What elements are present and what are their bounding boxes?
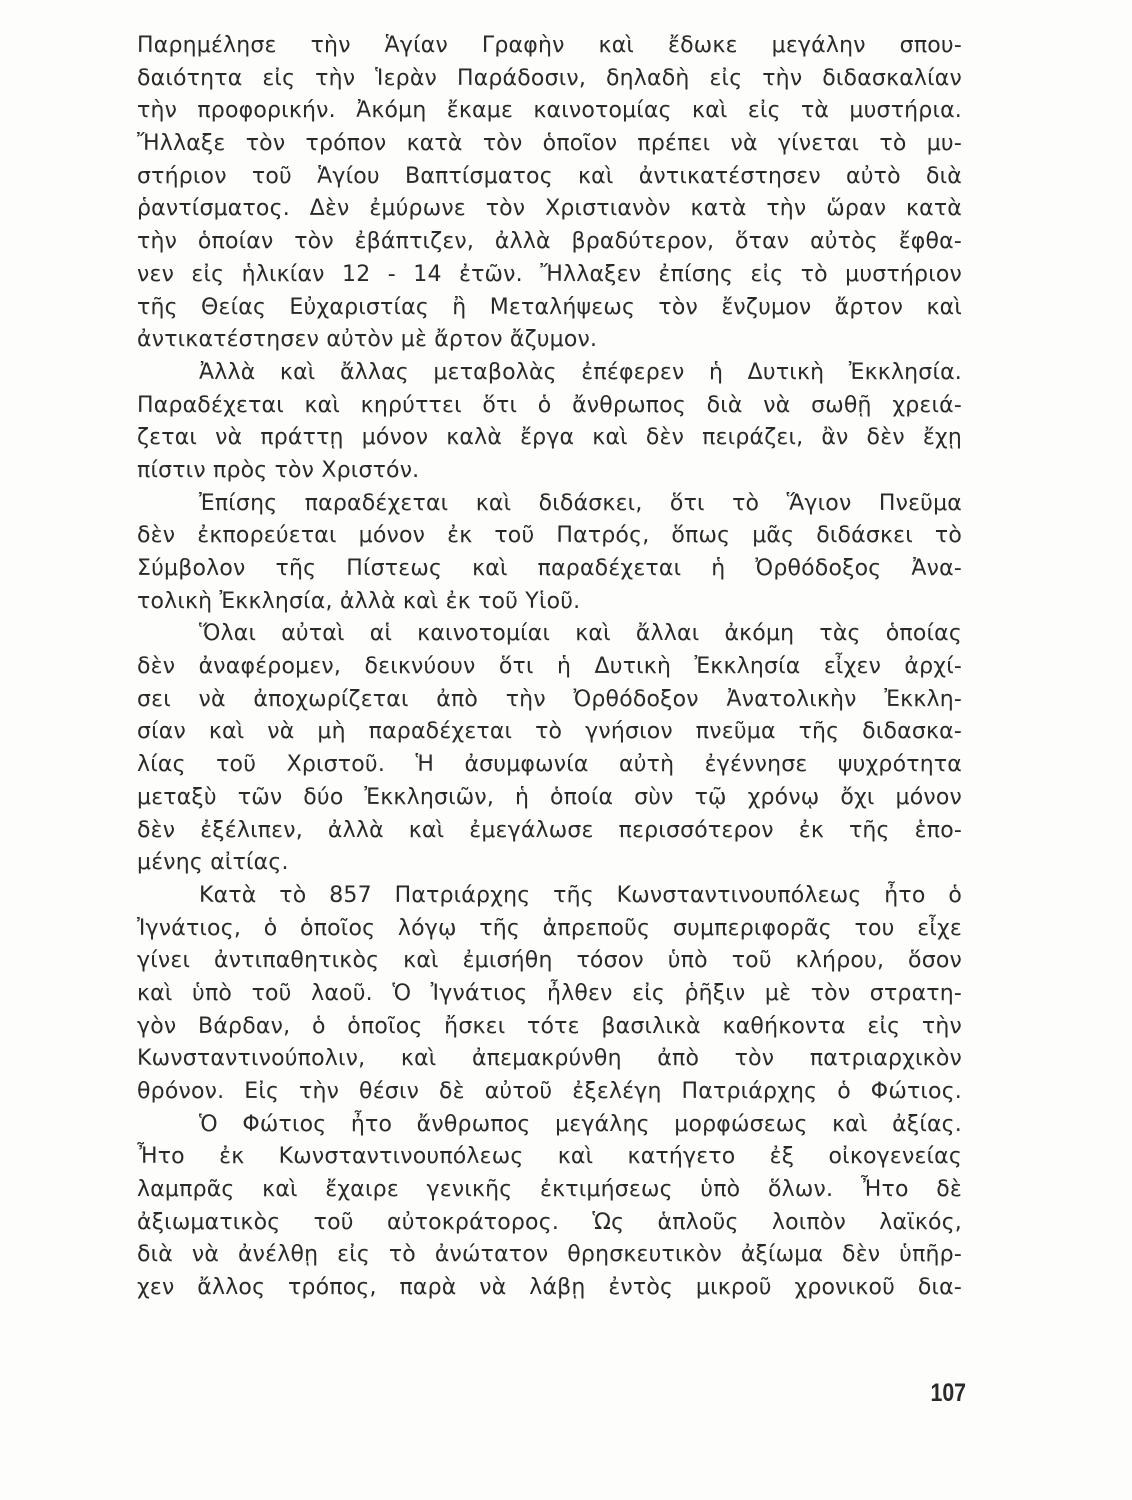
paragraph-start-line: Ὅλαι αὐταὶ αἱ καινοτομίαι καὶ ἄλλαι ἀκόμη τὰς ὁποίας: [199, 621, 962, 647]
text-line: σει νὰ ἀποχωρίζεται ἀπὸ τὴν Ὀρθόδοξον Ἀνατολικὴν Ἐκκλη-: [137, 686, 962, 712]
text-line: Παραδέχεται καὶ κηρύττει ὅτι ὁ ἄνθρωπος διὰ νὰ σωθῇ χρειά-: [137, 392, 962, 418]
text-line: διὰ νὰ ἀνέλθῃ εἰς τὸ ἀνώτατον θρησκευτικὸν ἀξίωμα δὲν ὑπῆρ-: [137, 1242, 962, 1268]
text-line: θρόνον. Εἰς τὴν θέσιν δὲ αὐτοῦ ἐξελέγη Πατριάρχης ὁ Φώτιος.: [137, 1079, 962, 1104]
text-line: τὴν προφορικήν. Ἀκόμη ἔκαμε καινοτομίας καὶ εἰς τὰ μυστήρια.: [137, 98, 962, 124]
text-line: νεν εἰς ἡλικίαν 12 - 14 ἐτῶν. Ἤλλαξεν ἐπίσης εἰς τὸ μυστήριον: [137, 261, 962, 287]
text-line: δὲν ἀναφέρομεν, δεικνύουν ὅτι ἡ Δυτικὴ Ἐκκλησία εἶχεν ἀρχί-: [137, 654, 962, 680]
text-line: μένης αἰτίας.: [137, 850, 289, 876]
text-line: Ἦτο ἐκ Κωνσταντινουπόλεως καὶ κατήγετο ἐξ οἰκογενείας: [137, 1144, 962, 1170]
paragraph-start-line: Ὁ Φώτιος ἦτο ἄνθρωπος μεγάλης μορφώσεως καὶ ἀξίας.: [199, 1111, 962, 1137]
text-line: λαμπρᾶς καὶ ἔχαιρε γενικῆς ἐκτιμήσεως ὑπὸ ὅλων. Ἦτο δὲ: [137, 1177, 962, 1203]
text-line: δαιότητα εἰς τὴν Ἱερὰν Παράδοσιν, δηλαδὴ εἰς τὴν διδασκαλίαν: [137, 65, 962, 91]
paragraph-start-line: Ἐπίσης παραδέχεται καὶ διδάσκει, ὅτι τὸ Ἅγιον Πνεῦμα: [199, 490, 962, 516]
page-number: 107: [930, 1379, 966, 1407]
body-text: [137, 30, 962, 1305]
text-line: πίστιν πρὸς τὸν Χριστόν.: [137, 457, 420, 483]
text-line: τὴν ὁποίαν τὸν ἐβάπτιζεν, ἀλλὰ βραδύτερον, ὅταν αὐτὸς ἔφθα-: [137, 229, 962, 255]
text-line: σίαν καὶ νὰ μὴ παραδέχεται τὸ γνήσιον πνεῦμα τῆς διδασκα-: [137, 719, 962, 745]
text-line: δὲν ἐξέλιπεν, ἀλλὰ καὶ ἐμεγάλωσε περισσότερον ἐκ τῆς ἑπο-: [137, 817, 962, 843]
text-line: Παρημέλησε τὴν Ἁγίαν Γραφὴν καὶ ἔδωκε μεγάλην σπου-: [137, 33, 962, 58]
text-line: γὸν Βάρδαν, ὁ ὁποῖος ἤσκει τότε βασιλικὰ καθήκοντα εἰς τὴν: [137, 1013, 962, 1039]
text-line: ῥαντίσματος. Δὲν ἐμύρωνε τὸν Χριστιανὸν κατὰ τὴν ὥραν κατὰ: [137, 196, 962, 222]
text-line: ἀντικατέστησεν αὐτὸν μὲ ἄρτον ἄζυμον.: [137, 327, 598, 353]
text-line: στήριον τοῦ Ἁγίου Βαπτίσματος καὶ ἀντικατέστησεν αὐτὸ διὰ: [137, 163, 962, 189]
text-line: γίνει ἀντιπαθητικὸς καὶ ἐμισήθη τόσον ὑπὸ τοῦ κλήρου, ὅσον: [137, 948, 962, 974]
text-line: λίας τοῦ Χριστοῦ. Ἡ ἀσυμφωνία αὐτὴ ἐγέννησε ψυχρότητα: [137, 752, 962, 778]
text-line: καὶ ὑπὸ τοῦ λαοῦ. Ὁ Ἰγνάτιος ἦλθεν εἰς ῥῆξιν μὲ τὸν στρατη-: [137, 980, 962, 1006]
paragraph-start-line: Κατὰ τὸ 857 Πατριάρχης τῆς Κωνσταντινουπόλεως ἦτο ὁ: [199, 882, 962, 908]
text-line: Σύμβολον τῆς Πίστεως καὶ παραδέχεται ἡ Ὀρθόδοξος Ἀνα-: [137, 556, 962, 581]
text-line: ζεται νὰ πράττῃ μόνον καλὰ ἔργα καὶ δὲν πειράζει, ἂν δὲν ἔχῃ: [137, 425, 962, 451]
text-line: δὲν ἐκπορεύεται μόνον ἐκ τοῦ Πατρός, ὅπως μᾶς διδάσκει τὸ: [137, 523, 962, 549]
text-line: Ἤλλαξε τὸν τρόπον κατὰ τὸν ὁποῖον πρέπει νὰ γίνεται τὸ μυ-: [137, 131, 962, 157]
text-line: Ἰγνάτιος, ὁ ὁποῖος λόγῳ τῆς ἀπρεποῦς συμπεριφορᾶς του εἶχε: [137, 915, 962, 941]
text-line: τῆς Θείας Εὐχαριστίας ἢ Μεταλήψεως τὸν ἔνζυμον ἄρτον καὶ: [137, 294, 962, 320]
text-line: τολικὴ Ἐκκλησία, ἀλλὰ καὶ ἐκ τοῦ Υἱοῦ.: [137, 588, 581, 614]
text-line: Κωνσταντινούπολιν, καὶ ἀπεμακρύνθη ἀπὸ τὸν πατριαρχικὸν: [137, 1046, 962, 1072]
text-line: χεν ἄλλος τρόπος, παρὰ νὰ λάβῃ ἐντὸς μικροῦ χρονικοῦ δια-: [137, 1275, 962, 1301]
text-line: μεταξὺ τῶν δύο Ἐκκλησιῶν, ἡ ὁποία σὺν τῷ χρόνῳ ὄχι μόνον: [137, 784, 962, 810]
paragraph-start-line: Ἀλλὰ καὶ ἄλλας μεταβολὰς ἐπέφερεν ἡ Δυτικὴ Ἐκκλησία.: [199, 359, 962, 385]
text-line: ἀξιωματικὸς τοῦ αὐτοκράτορος. Ὡς ἁπλοῦς λοιπὸν λαϊκός,: [137, 1209, 962, 1235]
